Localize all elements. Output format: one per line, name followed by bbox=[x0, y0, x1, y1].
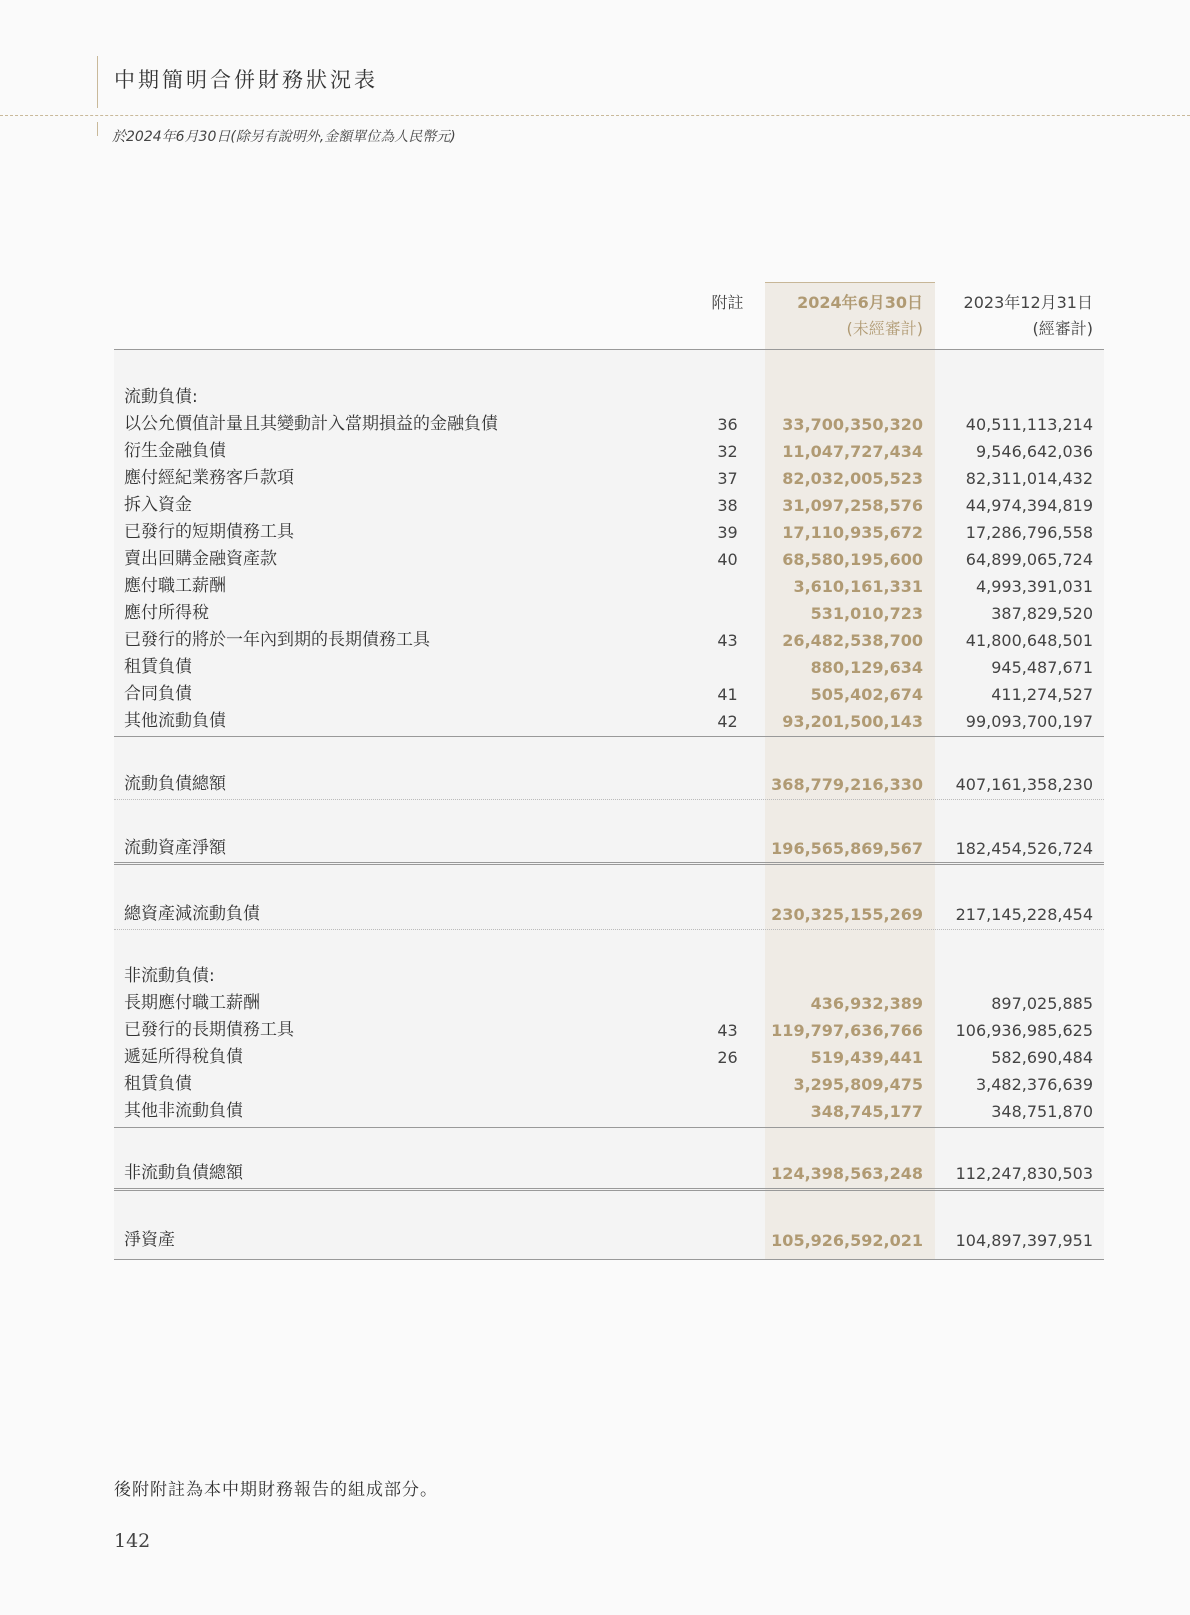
row-label: 已發行的短期債務工具 bbox=[124, 522, 294, 542]
row-current-value: 68,580,195,600 bbox=[782, 550, 923, 569]
row-current-value: 119,797,636,766 bbox=[771, 1021, 923, 1040]
table-row bbox=[124, 492, 1094, 519]
row-prior-value: 945,487,671 bbox=[991, 658, 1093, 677]
row-current-value: 368,779,216,330 bbox=[771, 775, 923, 794]
table-row bbox=[124, 573, 1094, 600]
row-prior-value: 40,511,113,214 bbox=[965, 415, 1093, 434]
header-bottom-rule bbox=[114, 349, 1104, 350]
current-period-column-top-rule bbox=[765, 282, 935, 283]
section-heading-current-liabilities bbox=[124, 384, 1094, 411]
header-tick-lower bbox=[97, 122, 98, 136]
table-row bbox=[124, 519, 1094, 546]
page-title: 中期簡明合併財務狀況表 bbox=[114, 68, 378, 92]
total-non-current-liabilities-row bbox=[124, 1160, 1094, 1187]
row-prior-value: 17,286,796,558 bbox=[965, 523, 1093, 542]
row-prior-value: 411,274,527 bbox=[991, 685, 1093, 704]
table-row bbox=[124, 654, 1094, 681]
page-subtitle: 於2024年6月30日(除另有說明外,金額單位為人民幣元) bbox=[112, 129, 456, 145]
column-header-note: 附註 bbox=[711, 293, 744, 312]
row-current-value: 531,010,723 bbox=[810, 604, 923, 623]
row-prior-value: 582,690,484 bbox=[991, 1048, 1093, 1067]
table-bottom-rule bbox=[114, 1259, 1104, 1260]
row-prior-value: 3,482,376,639 bbox=[975, 1075, 1093, 1094]
page-number: 142 bbox=[114, 1530, 151, 1552]
row-current-value: 11,047,727,434 bbox=[782, 442, 923, 461]
table-row bbox=[124, 438, 1094, 465]
row-current-value: 519,439,441 bbox=[810, 1048, 923, 1067]
row-note: 38 bbox=[717, 496, 738, 515]
header-tick-upper bbox=[97, 56, 98, 108]
table-row bbox=[124, 1044, 1094, 1071]
table-row bbox=[124, 465, 1094, 492]
row-label: 已發行的長期債務工具 bbox=[124, 1020, 294, 1040]
double-rule bbox=[114, 862, 1104, 865]
net-assets-row bbox=[124, 1227, 1094, 1254]
row-label: 遞延所得稅負債 bbox=[124, 1047, 243, 1067]
row-current-value: 31,097,258,576 bbox=[782, 496, 923, 515]
section-bottom-rule bbox=[114, 736, 1104, 737]
row-prior-value: 348,751,870 bbox=[991, 1102, 1093, 1121]
total-current-liabilities-row bbox=[124, 771, 1094, 798]
row-label: 賣出回購金融資產款 bbox=[124, 549, 277, 569]
double-rule bbox=[114, 1188, 1104, 1191]
row-current-value: 505,402,674 bbox=[810, 685, 923, 704]
row-label: 非流動負債總額 bbox=[124, 1163, 243, 1183]
row-label: 租賃負債 bbox=[124, 1074, 192, 1094]
row-prior-value: 897,025,885 bbox=[991, 994, 1093, 1013]
row-prior-value: 112,247,830,503 bbox=[955, 1164, 1093, 1183]
row-label: 流動負債總額 bbox=[124, 774, 226, 794]
row-current-value: 196,565,869,567 bbox=[771, 839, 923, 858]
table-row bbox=[124, 546, 1094, 573]
footnote: 後附附註為本中期財務報告的組成部分。 bbox=[114, 1480, 438, 1500]
row-label: 總資產減流動負債 bbox=[124, 904, 260, 924]
table-row bbox=[124, 627, 1094, 654]
row-current-value: 33,700,350,320 bbox=[782, 415, 923, 434]
row-note: 43 bbox=[717, 1021, 738, 1040]
row-note: 26 bbox=[717, 1048, 738, 1067]
row-current-value: 105,926,592,021 bbox=[771, 1231, 923, 1250]
row-prior-value: 9,546,642,036 bbox=[975, 442, 1093, 461]
row-current-value: 3,295,809,475 bbox=[793, 1075, 923, 1094]
row-note: 41 bbox=[717, 685, 738, 704]
net-current-assets-row bbox=[124, 835, 1094, 862]
table-row bbox=[124, 1017, 1094, 1044]
row-current-value: 880,129,634 bbox=[810, 658, 923, 677]
row-label: 應付經紀業務客戶款項 bbox=[124, 468, 294, 488]
row-prior-value: 182,454,526,724 bbox=[955, 839, 1093, 858]
subtotal-dotted-rule bbox=[114, 929, 1104, 930]
row-prior-value: 104,897,397,951 bbox=[955, 1231, 1093, 1250]
row-prior-value: 217,145,228,454 bbox=[955, 905, 1093, 924]
row-note: 32 bbox=[717, 442, 738, 461]
row-current-value: 230,325,155,269 bbox=[771, 905, 923, 924]
row-label: 應付職工薪酬 bbox=[124, 576, 226, 596]
table-row bbox=[124, 411, 1094, 438]
row-current-value: 348,745,177 bbox=[810, 1102, 923, 1121]
table-row bbox=[124, 681, 1094, 708]
row-prior-value: 41,800,648,501 bbox=[965, 631, 1093, 650]
row-prior-value: 387,829,520 bbox=[991, 604, 1093, 623]
section-heading-label: 流動負債: bbox=[124, 387, 198, 407]
row-label: 淨資產 bbox=[124, 1230, 175, 1250]
row-current-value: 82,032,005,523 bbox=[782, 469, 923, 488]
section-heading-non-current-liabilities bbox=[124, 963, 1094, 990]
table-row bbox=[124, 708, 1094, 735]
row-current-value: 124,398,563,248 bbox=[771, 1164, 923, 1183]
row-note: 37 bbox=[717, 469, 738, 488]
row-current-value: 17,110,935,672 bbox=[782, 523, 923, 542]
row-prior-value: 4,993,391,031 bbox=[975, 577, 1093, 596]
column-header-current-date: 2024年6月30日 bbox=[797, 293, 923, 312]
column-header-prior-date: 2023年12月31日 bbox=[963, 293, 1093, 312]
row-label: 拆入資金 bbox=[124, 495, 192, 515]
row-prior-value: 99,093,700,197 bbox=[965, 712, 1093, 731]
row-label: 以公允價值計量且其變動計入當期損益的金融負債 bbox=[124, 414, 498, 434]
row-label: 長期應付職工薪酬 bbox=[124, 993, 260, 1013]
row-prior-value: 407,161,358,230 bbox=[955, 775, 1093, 794]
column-header-current-status: (未經審計) bbox=[846, 319, 923, 338]
row-note: 36 bbox=[717, 415, 738, 434]
row-current-value: 26,482,538,700 bbox=[782, 631, 923, 650]
subtotal-dotted-rule bbox=[114, 799, 1104, 800]
row-label: 租賃負債 bbox=[124, 657, 192, 677]
row-label: 合同負債 bbox=[124, 684, 192, 704]
row-label: 其他流動負債 bbox=[124, 711, 226, 731]
row-label: 已發行的將於一年內到期的長期債務工具 bbox=[124, 630, 430, 650]
row-note: 42 bbox=[717, 712, 738, 731]
table-row bbox=[124, 1098, 1094, 1125]
table-row bbox=[124, 990, 1094, 1017]
table-row bbox=[124, 600, 1094, 627]
row-current-value: 3,610,161,331 bbox=[793, 577, 923, 596]
row-prior-value: 106,936,985,625 bbox=[955, 1021, 1093, 1040]
section-heading-label: 非流動負債: bbox=[124, 966, 215, 986]
row-prior-value: 82,311,014,432 bbox=[965, 469, 1093, 488]
header-dashed-rule bbox=[0, 115, 1190, 116]
row-label: 其他非流動負債 bbox=[124, 1101, 243, 1121]
row-note: 40 bbox=[717, 550, 738, 569]
column-header-prior-status: (經審計) bbox=[1032, 319, 1093, 338]
row-label: 流動資產淨額 bbox=[124, 838, 226, 858]
row-prior-value: 44,974,394,819 bbox=[965, 496, 1093, 515]
row-note: 43 bbox=[717, 631, 738, 650]
row-current-value: 93,201,500,143 bbox=[782, 712, 923, 731]
total-assets-less-current-liabilities-row bbox=[124, 901, 1094, 928]
section-bottom-rule bbox=[114, 1127, 1104, 1128]
table-row bbox=[124, 1071, 1094, 1098]
row-note: 39 bbox=[717, 523, 738, 542]
row-prior-value: 64,899,065,724 bbox=[965, 550, 1093, 569]
row-label: 應付所得稅 bbox=[124, 603, 209, 623]
row-current-value: 436,932,389 bbox=[810, 994, 923, 1013]
row-label: 衍生金融負債 bbox=[124, 441, 226, 461]
